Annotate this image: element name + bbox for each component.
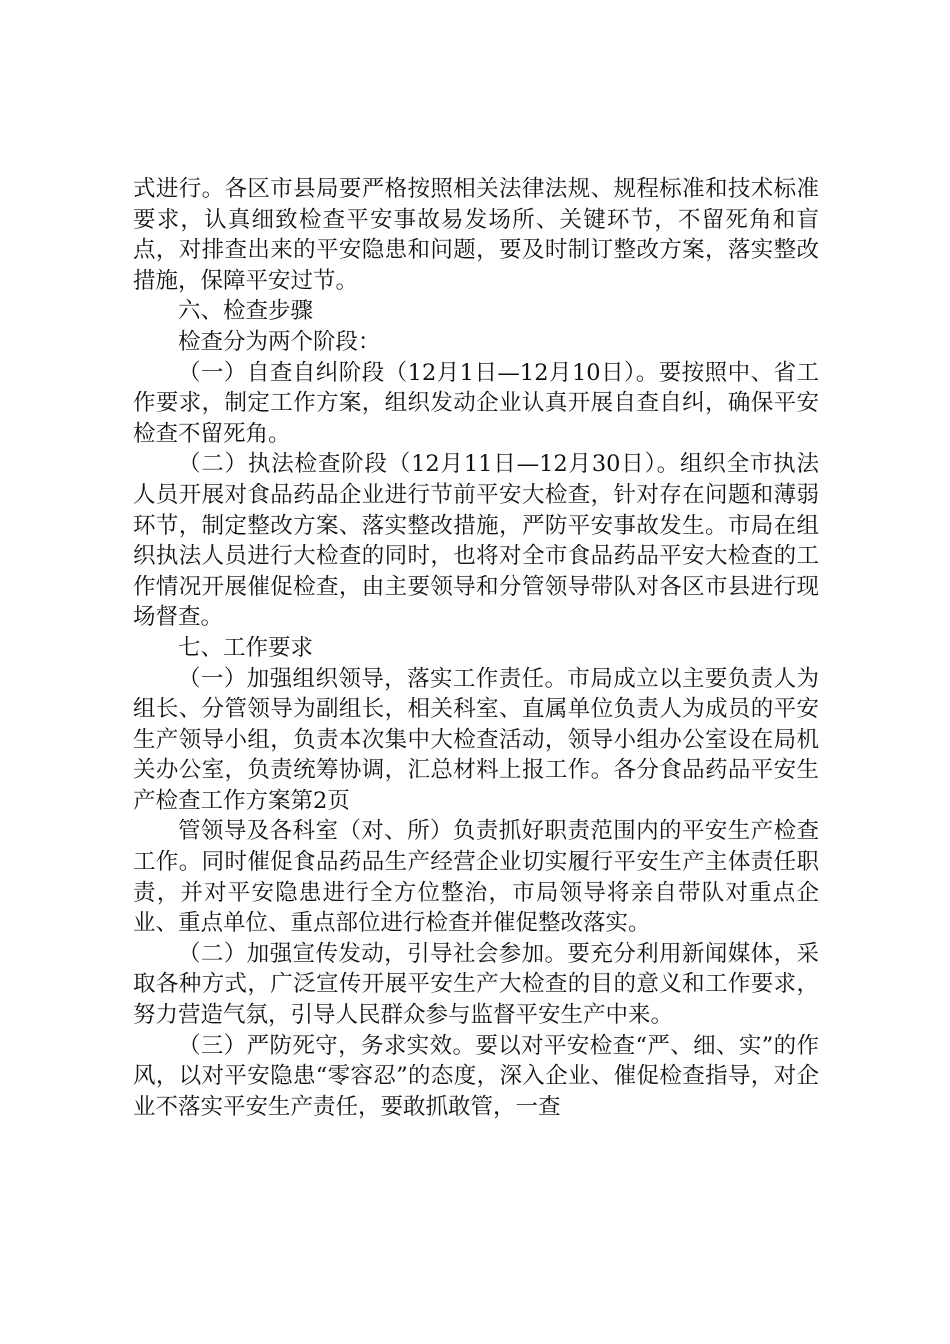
section-heading-work-requirements: 七、工作要求: [178, 634, 314, 661]
paragraph-stages-intro: 检查分为两个阶段：: [178, 328, 381, 355]
paragraph-self-inspection-stage: （一）自查自纠阶段（12月1日—12月10日）。要按照中、省工作要求，制定工作方案，组织发动企业认真开展自查自纠，确保平安检查不留死角。: [133, 359, 819, 447]
paragraph-strict-prevention: （三）严防死守，务求实效。要以对平安检查“严、细、实”的作风，以对平安隐患“零容忍”的态度，深入企业、催促检查指导，对企业不落实平安生产责任，要敢抓敢管，一查: [133, 1032, 819, 1120]
section-heading-inspection-steps: 六、检查步骤: [178, 298, 314, 325]
paragraph-leadership-duties: 管领导及各科室（对、所）负责抓好职责范围内的平安生产检查工作。同时催促食品药品生产经营企业切实履行平安生产主体责任职责，并对平安隐患进行全方位整治，市局领导将亲自带队对重点企业、重点单位、重点部位进行检查并催促整改落实。: [133, 818, 819, 937]
paragraph-organization-leadership: （一）加强组织领导，落实工作责任。市局成立以主要负责人为组长、分管领导为副组长，相关科室、直属单位负责人为成员的平安生产领导小组，负责本次集中大检查活动，领导小组办公室设在局机关办公室，负责统筹协调，汇总材料上报工作。各分食品药品平安生产检查工作方案第2页: [133, 665, 819, 814]
paragraph-enforcement-stage: （二）执法检查阶段（12月11日—12月30日）。组织全市执法人员开展对食品药品企业进行节前平安大检查，针对存在问题和薄弱环节，制定整改方案、落实整改措施，严防平安事故发生。市局在组织执法人员进行大检查的同时，也将对全市食品药品平安大检查的工作情况开展催促检查，由主要领导和分管领导带队对各区市县进行现场督查。: [133, 451, 819, 631]
document-body: [133, 174, 819, 1122]
paragraph-publicity: （二）加强宣传发动，引导社会参加。要充分利用新闻媒体，采取各种方式，广泛宣传开展平安生产大检查的目的意义和工作要求，努力营造气氛，引导人民群众参与监督平安生产中来。: [133, 940, 819, 1029]
paragraph-continuation: 式进行。各区市县局要严格按照相关法律法规、规程标准和技术标准要求，认真细致检查平安事故易发场所、关键环节，不留死角和盲点，对排查出来的平安隐患和问题，要及时制订整改方案，落实整改措施，保障平安过节。: [133, 176, 819, 294]
